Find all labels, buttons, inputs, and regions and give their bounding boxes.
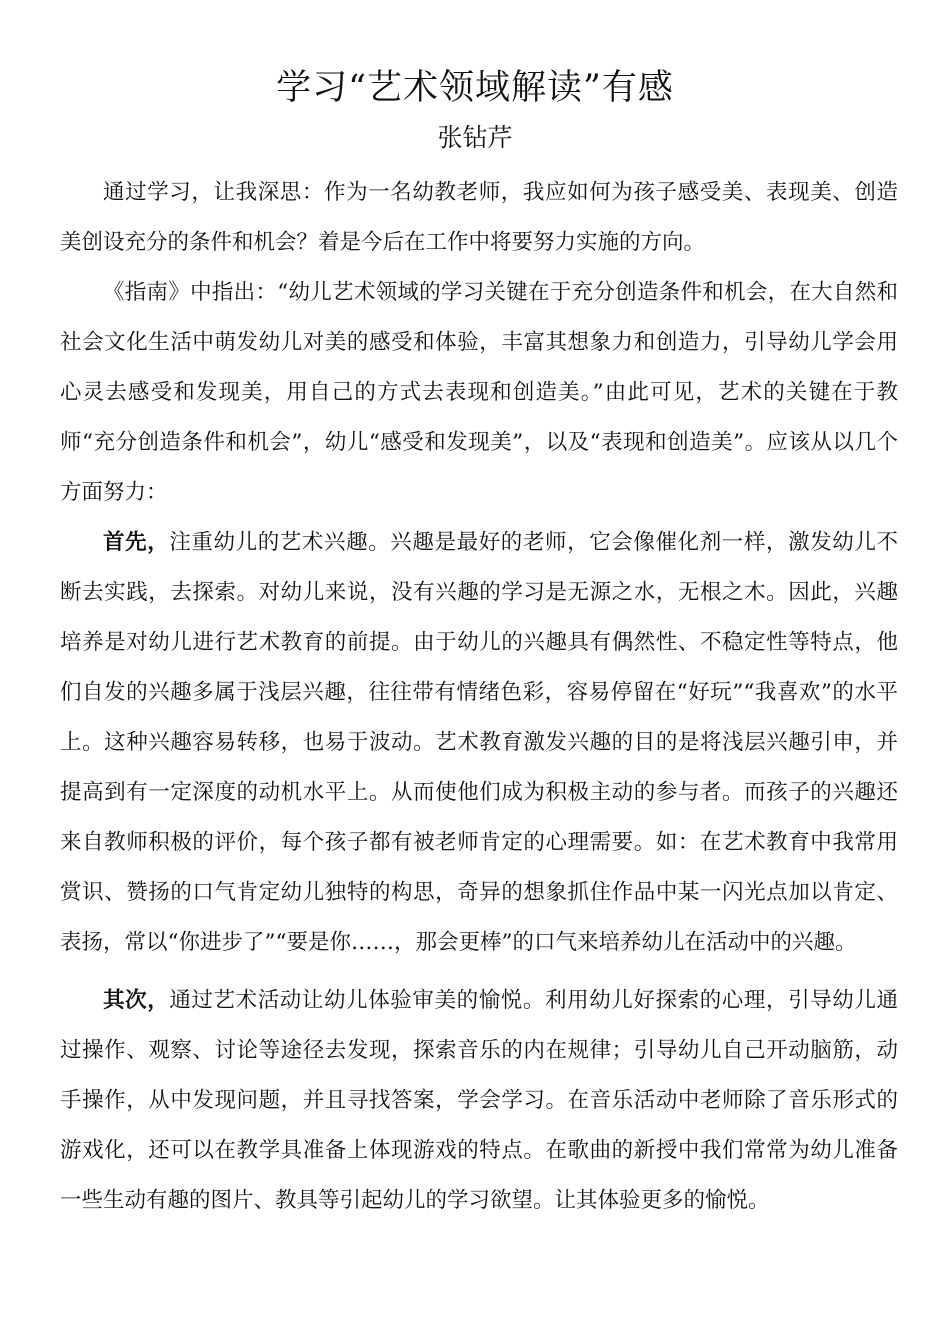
paragraph-lead: 首先， [103,530,170,555]
page-title: 学习“艺术领域解读”有感 [276,68,674,108]
paragraph-guide-quote [60,268,898,518]
paragraph-text: 注重幼儿的艺术兴趣。兴趣是最好的老师，它会像催化剂一样，激发幼儿不断去实践，去探索。对幼儿来说，没有兴趣的学习是无源之水，无根之木。因此，兴趣培养是对幼儿进行艺术教育的前提。由于幼儿的兴趣具有偶然性、不稳定性等特点，他们自发的兴趣多属于浅层兴趣，往往带有情绪色彩，容易停留在“好玩”“我喜欢”的水平上。这种兴趣容易转移，也易于波动。艺术教育激发兴趣的目的是将浅层兴趣引申，并提高到有一定深度的动机水平上。从而使他们成为积极主动的参与者。而孩子的兴趣还来自教师积极的评价，每个孩子都有被老师肯定的心理需要。如：在艺术教育中我常用赏识、赞扬的口气肯定幼儿独特的构思，奇异的想象抓住作品中某一闪光点加以肯定、表扬，常以“你进步了”“要是你……，那会更棒”的口气来培养幼儿在活动中的兴趣。 [60,530,898,955]
paragraph-text: 通过艺术活动让幼儿体验审美的愉悦。利用幼儿好探索的心理，引导幼儿通过操作、观察、讨论等途径去发现，探索音乐的内在规律；引导幼儿自己开动脑筋，动手操作，从中发现问题，并且寻找答案，学会学习。在音乐活动中老师除了音乐形式的游戏化，还可以在教学具准备上体现游戏的特点。在歌曲的新授中我们常常为幼儿准备一些生动有趣的图片、教具等引起幼儿的学习欲望。让其体验更多的愉悦。 [60,988,898,1213]
article-body [60,168,898,1226]
paragraph-intro [60,168,898,268]
paragraph-lead: 其次， [103,988,170,1013]
paragraph-first-point [60,518,898,968]
paragraph-second-point [60,976,898,1226]
paragraph-text: 通过学习，让我深思：作为一名幼教老师，我应如何为孩子感受美、表现美、创造美创设充分的条件和机会？着是今后在工作中将要努力实施的方向。 [60,180,898,255]
author-name: 张钻芹 [437,123,513,152]
paragraph-text: 《指南》中指出：“幼儿艺术领域的学习关键在于充分创造条件和机会，在大自然和社会文化生活中萌发幼儿对美的感受和体验，丰富其想象力和创造力，引导幼儿学会用心灵去感受和发现美，用自己的方式去表现和创造美。”由此可见，艺术的关键在于教师“充分创造条件和机会”，幼儿“感受和发现美”，以及“表现和创造美”。应该从以几个方面努力： [60,280,898,505]
